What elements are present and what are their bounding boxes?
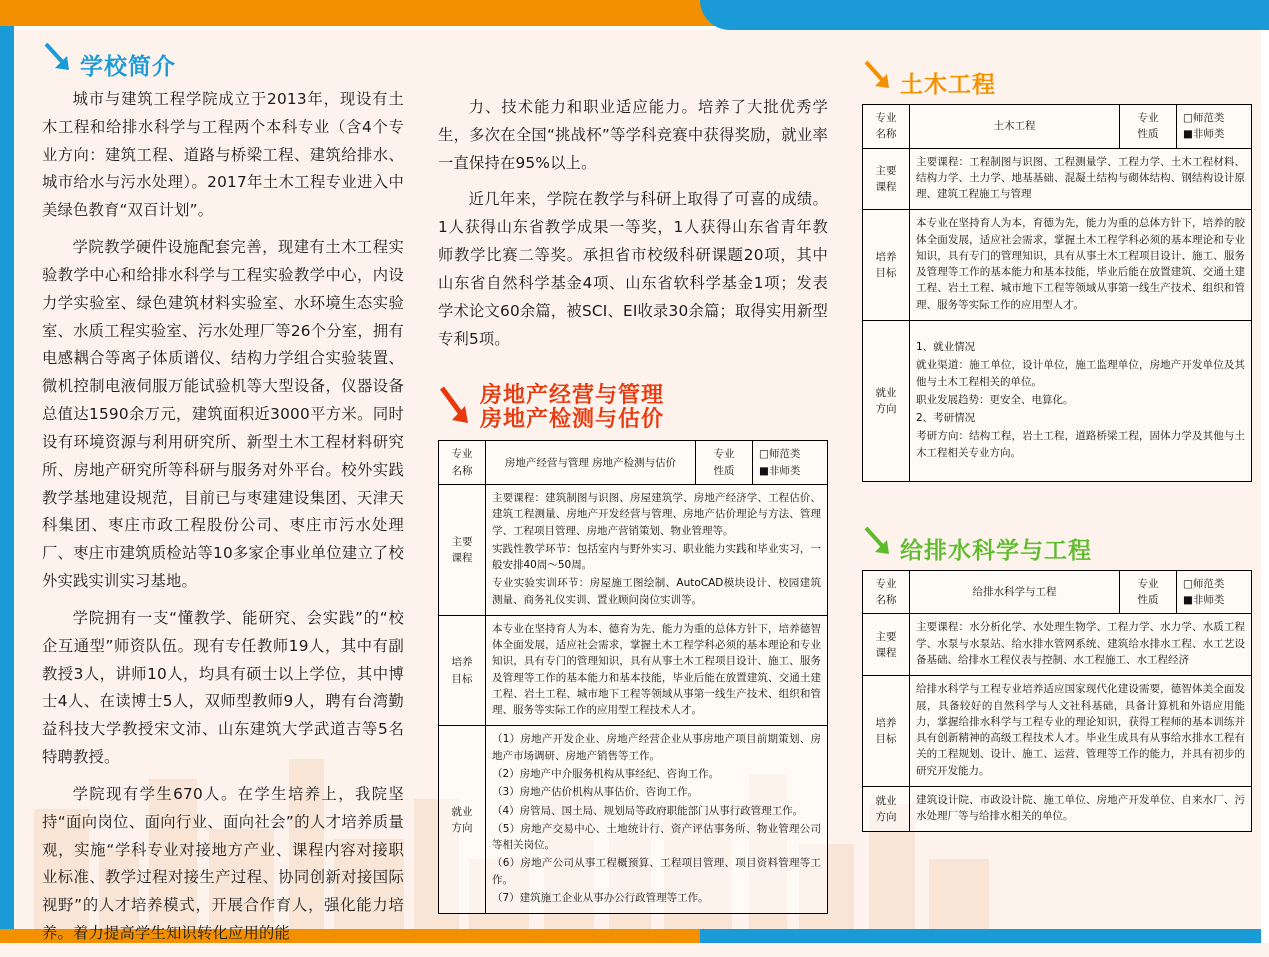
school-intro-paragraph-continued: 近几年来，学院在教学与科研上取得了可喜的成绩。1人获得山东省教学成果一等奖，1人获得山东省青年教师教学比赛二等奖。承担省市校级科研课题20项，其中山东省自然科学基金4项、山东省软科学基金1项；发表学术论文60余篇，被SCI、EI收录30余篇；取得实用新型专利5项。	[438, 190, 828, 348]
content-line: 实践性教学环节：包括室内与野外实习、职业能力实践和毕业实习，一般安排40周～50周。	[492, 542, 821, 572]
row-content-employment	[910, 320, 1252, 481]
major-name-label: 专业 名称	[863, 570, 910, 614]
content-line: 主要课程：工程制图与识图、工程测量学、工程力学、土木工程材料、结构力学、土力学、地基基础、混凝土结构与砌体结构、钢结构设计原理、建筑工程施工与管理	[916, 155, 1245, 201]
school-intro-paragraph: 城市与建筑工程学院成立于2013年，现设有土木工程和给排水科学与工程两个本科专业（含4个专业方向：建筑工程、道路与桥梁工程、建筑给排水、城市给水与污水处理）。2017年土木工程专业进入中美绿色教育“双百计划”。	[42, 90, 404, 220]
major-nature-label: 专业 性质	[1120, 105, 1177, 149]
row-content-employment	[910, 786, 1252, 832]
content-line: 给排水科学与工程专业培养适应国家现代化建设需要，德智体美全面发展，具备较好的自然科学与人文社科基础，具备计算机和外语应用能力，掌握给排水科学与工程专业的理论知识，获得工程师的基本训练并具有创新精神的高级工程技术人才。毕业生成具有从事给水排水工程有关的工程规划、设计、施工、运营、管理等工作的能力，并具有初步的研究开发能力。	[916, 683, 1245, 777]
major-nature-options	[1177, 105, 1252, 149]
row-label-courses: 主要 课程	[439, 484, 486, 615]
row-content-courses	[486, 484, 828, 615]
nature-option-non-normal: ■非师类	[759, 464, 801, 477]
column-majors	[862, 40, 1252, 832]
content-line: 考研方向：结构工程，岩土工程，道路桥梁工程，固体力学及其他与土木工程相关专业方向。	[916, 430, 1245, 459]
nature-option-normal: □师范类	[1183, 112, 1225, 124]
real-estate-title-line1: 房地产经营与管理	[480, 383, 665, 409]
top-orange-band	[0, 0, 740, 26]
major-name-label: 专业 名称	[439, 441, 486, 485]
row-content-goals	[910, 210, 1252, 321]
down-right-arrow-icon	[862, 58, 896, 98]
water-supply-heading	[862, 524, 1252, 564]
row-label-courses: 主要 课程	[863, 148, 910, 210]
content-line: （5）房地产交易中心、土地统计行、资产评估事务所、物业管理公司等相关岗位。	[492, 822, 821, 852]
row-content-goals	[486, 615, 828, 726]
water-supply-title: 给排水科学与工程	[900, 537, 1092, 564]
table-row	[863, 786, 1252, 832]
table-row	[439, 441, 828, 485]
content-line: 专业实验实训环节：房屋施工图绘制、AutoCAD模块设计、校园建筑测量、商务礼仪实训、置业顾问岗位实训等。	[492, 577, 821, 606]
table-row	[863, 148, 1252, 210]
content-line: 建筑设计院、市政设计院、施工单位、房地产开发单位、自来水厂、污水处理厂等与给排水相关的单位。	[916, 793, 1245, 823]
nature-option-normal: □师范类	[1183, 577, 1225, 590]
down-right-arrow-icon	[862, 524, 896, 564]
row-label-goals: 培养 目标	[863, 676, 910, 787]
major-name-value: 给排水科学与工程	[910, 570, 1120, 614]
down-right-arrow-icon	[438, 382, 476, 434]
major-nature-label: 专业 性质	[1120, 570, 1177, 614]
nature-option-non-normal: ■非师类	[1183, 594, 1225, 607]
major-nature-options	[753, 441, 828, 485]
content-line: 职业发展趋势：更安全、电算化。	[916, 393, 1074, 406]
table-row	[863, 676, 1252, 787]
real-estate-heading	[438, 382, 828, 434]
real-estate-title-line2: 房地产检测与估价	[480, 407, 665, 433]
school-intro-paragraph-continued: 力、技术能力和职业适应能力。培养了大批优秀学生，多次在全国“挑战杯”等学科竞赛中获得奖励，就业率一直保持在95%以上。	[438, 98, 828, 172]
table-row	[439, 726, 828, 914]
content-line: 本专业在坚持育人为本，育德为先，能力为重的总体方针下，培养的胶体全面发展，适应社会需求，掌握土木工程学科必须的基本理论和专业知识，具有专门的管理知识，具有从事土木工程项目设计、施工、服务及管理等工作的基本能力和基本技能，毕业后能在放置建筑、交通土建工程、岩土工程、城市地下工程等领域从事第一线生产技术、组织和管理、服务等实际工作的应用型人才。	[916, 217, 1245, 311]
civil-engineering-spec-table	[862, 104, 1252, 482]
real-estate-spec-table	[438, 440, 828, 914]
table-row	[863, 570, 1252, 614]
top-blue-band	[700, 0, 1269, 30]
school-intro-paragraph: 学院教学硬件设施配套完善，现建有土木工程实验教学中心和给排水科学与工程实验教学中心，内设力学实验室、绿色建筑材料实验室、水环境生态实验室、水质工程实验室、污水处理厂等26个分室，拥有电感耦合等离子体质谱仪、结构力学组合实验装置、微机控制电液伺服万能试验机等大型设备，仪器设备总值达1590余万元，建筑面积近3000平方米。同时设有环境资源与利用研究所、新型土木工程材料研究所、房地产研究所等科研与服务对外平台。校外实践教学基地建设规范，目前已与枣建建设集团、天津天科集团、枣庄市政工程股份公司、枣庄市污水处理厂、枣庄市建筑质检站等10多家企事业单位建立了校外实践实训实习基地。	[42, 238, 404, 591]
bottom-blue-band	[700, 929, 1269, 943]
table-row	[439, 615, 828, 726]
row-label-employment: 就业 方向	[439, 726, 486, 914]
civil-engineering-title: 土木工程	[900, 71, 996, 98]
content-line: 主要课程：建筑制图与识图、房屋建筑学、房地产经济学、工程估价、建筑工程测量、房地产开发经营与管理、房地产估价理论与方法、管理学、工程项目管理、房地产营销策划、物业管理等。	[492, 491, 821, 537]
civil-engineering-heading	[862, 58, 1252, 98]
row-content-courses	[910, 148, 1252, 210]
down-right-arrow-icon	[42, 40, 76, 80]
content-line: 1、就业情况	[916, 340, 976, 353]
column-continuation-and-real-estate	[438, 40, 828, 914]
table-row	[863, 105, 1252, 149]
row-content-employment	[486, 726, 828, 914]
school-intro-paragraph: 学院现有学生670人。在学生培养上，我院坚持“面向岗位、面向行业、面向社会”的人才培养质量观，实施“学科专业对接地方产业、课程内容对接职业标准、教学过程对接生产过程、协同创新对接国际视野”的人才培养模式，开展合作育人，强化能力培养。着力提高学生知识转化应用的能	[42, 784, 404, 943]
content-line: （3）房地产估价机构从事估价、咨询工作。	[492, 786, 699, 799]
table-row	[863, 210, 1252, 321]
major-name-value: 土木工程	[910, 105, 1120, 149]
left-blue-stripe	[0, 26, 14, 943]
right-white-margin	[1261, 30, 1269, 943]
school-intro-paragraph: 学院拥有一支“懂教学、能研究、会实践”的“校企互通型”师资队伍。现有专任教师19人，其中有副教授3人，讲师10人，均具有硕士以上学位，其中博士4人、在读博士5人，双师型教师9人，聘有台湾勤益科技大学教授宋文沛、山东建筑大学武道吉等5名特聘教授。	[42, 608, 404, 767]
table-row	[863, 320, 1252, 481]
content-line: （4）房管局、国土局、规划局等政府职能部门从事行政管理工作。	[492, 804, 804, 817]
row-content-goals	[910, 676, 1252, 787]
school-intro-title: 学校简介	[80, 53, 176, 80]
row-label-goals: 培养 目标	[863, 210, 910, 321]
row-content-courses	[910, 614, 1252, 676]
row-label-goals: 培养 目标	[439, 615, 486, 726]
content-line: （2）房地产中介服务机构从事经纪、咨询工作。	[492, 767, 720, 780]
nature-option-normal: □师范类	[759, 448, 801, 461]
water-supply-spec-table	[862, 570, 1252, 832]
table-row	[863, 614, 1252, 676]
major-name-value: 房地产经营与管理 房地产检测与估价	[486, 441, 696, 485]
nature-option-non-normal: ■非师类	[1183, 128, 1225, 141]
content-line: 本专业在坚持育人为本、德育为先、能力为重的总体方针下，培养德智体全面发展，适应社会需求，掌握土木工程学科必须的基本理论和专业知识，具有专门的管理知识，具有从事土木工程项目设计、施工、服务及管理等工作的基本能力和基本技能，毕业后能在放置建筑、交通土建工程、岩土工程、城市地下工程等领域从事第一线生产技术、组织和管理、服务等实际工作的应用型工程技术人才。	[492, 622, 821, 717]
row-label-courses: 主要 课程	[863, 614, 910, 676]
content-line: 就业渠道：施工单位，设计单位，施工监理单位，房地产开发单位及其他与土木工程相关的单位。	[916, 359, 1245, 388]
table-row	[439, 484, 828, 615]
column-school-intro	[42, 40, 404, 957]
school-intro-heading	[42, 40, 404, 80]
major-name-label: 专业 名称	[863, 105, 910, 149]
content-line: （7）建筑施工企业从事办公行政管理等工作。	[492, 891, 709, 904]
content-line: （1）房地产开发企业、房地产经营企业从事房地产项目前期策划、房地产市场调研、房地产销售等工作。	[492, 733, 821, 762]
major-nature-options	[1177, 570, 1252, 614]
content-line: 主要课程：水分析化学、水处理生物学、工程力学、水力学、水质工程学、水泵与水泵站、给水排水管网系统、建筑给水排水工程、水工艺设备基础、给排水工程仪表与控制、水工程施工、水工程经济	[916, 621, 1245, 666]
row-label-employment: 就业 方向	[863, 320, 910, 481]
major-nature-label: 专业 性质	[696, 441, 753, 485]
row-label-employment: 就业 方向	[863, 786, 910, 832]
content-line: 2、考研情况	[916, 412, 976, 425]
content-line: （6）房地产公司从事工程概预算、工程项目管理、项目资料管理等工作。	[492, 857, 821, 886]
